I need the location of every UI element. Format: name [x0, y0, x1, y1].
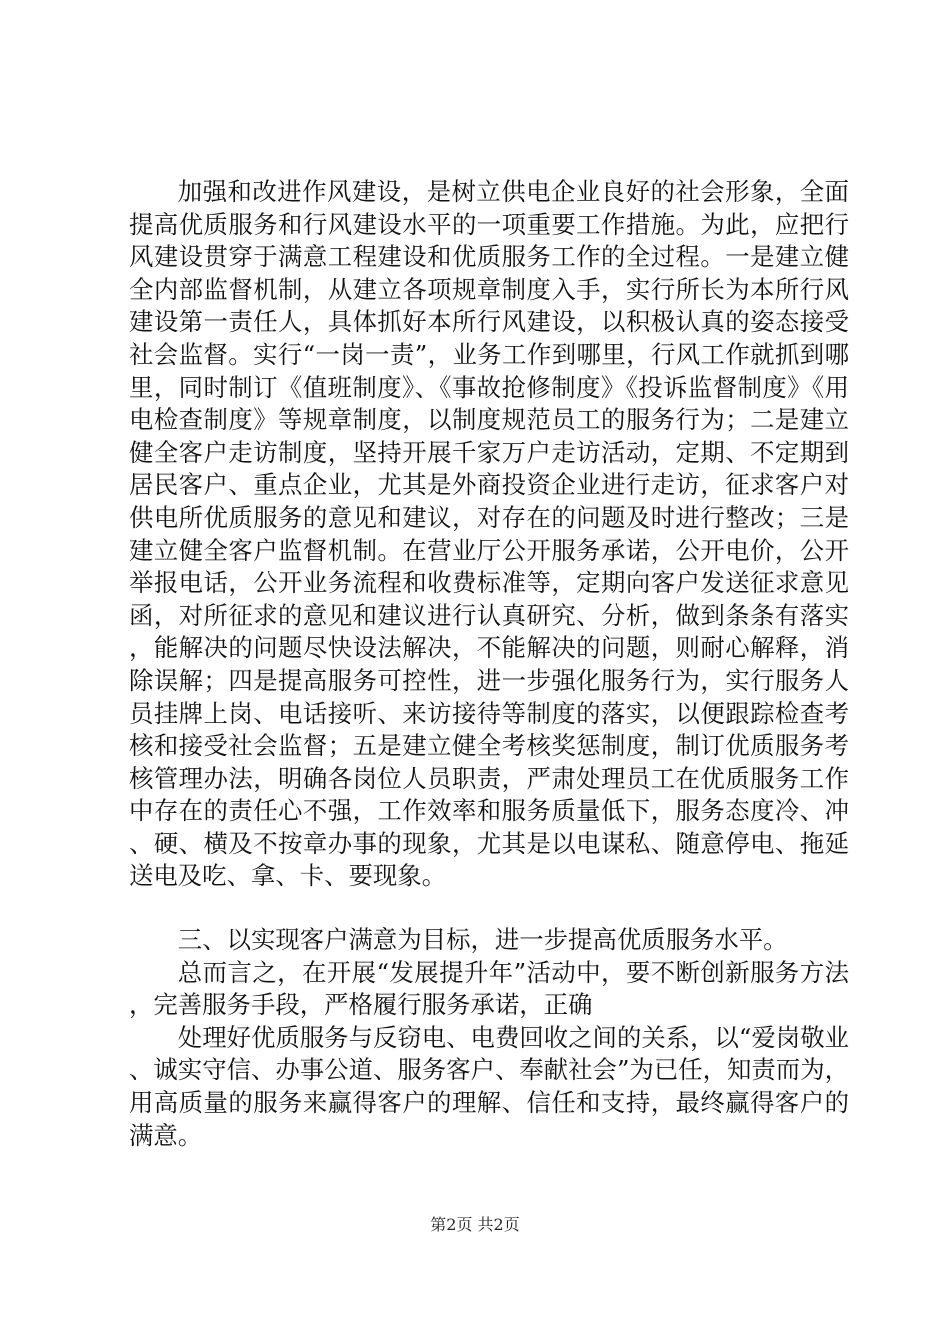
body-paragraph: 总而言之，在开展“发展提升年”活动中，要不断创新服务方法，完善服务手段，严格履行服务承诺，正确: [129, 957, 849, 1020]
document-body: [129, 176, 849, 1152]
section-heading-paragraph: 三、以实现客户满意为目标，进一步提高优质服务水平。: [177, 925, 788, 955]
page-footer: 第2页 共2页: [430, 1215, 520, 1234]
body-paragraph: 处理好优质服务与反窃电、电费回收之间的关系，以“爱岗敬业、诚实守信、办事公道、服务客户、奉献社会”为已任，知责而为，用高质量的服务来赢得客户的理解、信任和支持，最终赢得客户的满意。: [129, 1022, 849, 1150]
paragraph-gap: [129, 893, 849, 924]
body-paragraph: 加强和改进作风建设，是树立供电企业良好的社会形象，全面提高优质服务和行风建设水平的一项重要工作措施。为此，应把行风建设贯穿于满意工程建设和优质服务工作的全过程。一是建立健全内部监督机制，从建立各项规章制度入手，实行所长为本所行风建设第一责任人，具体抓好本所行风建设，以积极认真的姿态接受社会监督。实行“一岗一责”，业务工作到哪里，行风工作就抓到哪里，同时制订《值班制度》、《事故抢修制度》《投诉监督制度》《用电检查制度》等规章制度，以制度规范员工的服务行为；二是建立健全客户走访制度，坚持开展千家万户走访活动，定期、不定期到居民客户、重点企业，尤其是外商投资企业进行走访，征求客户对供电所优质服务的意见和建议，对存在的问题及时进行整改；三是建立健全客户监督机制。在营业厅公开服务承诺，公开电价，公开举报电话，公开业务流程和收费标准等，定期向客户发送征求意见函，对所征求的意见和建议进行认真研究、分析，做到条条有落实，能解决的问题尽快设法解决，不能解决的问题，则耐心解释，消除误解；四是提高服务可控性，进一步强化服务行为，实行服务人员挂牌上岗、电话接听、来访接待等制度的落实，以便跟踪检查考核和接受社会监督；五是建立健全考核奖惩制度，制订优质服务考核管理办法，明确各岗位人员职责，严肃处理员工在优质服务工作中存在的责任心不强，工作效率和服务质量低下，服务态度冷、冲、硬、横及不按章办事的现象，尤其是以电谋私、随意停电、拖延送电及吃、拿、卡、要现象。: [129, 177, 849, 891]
